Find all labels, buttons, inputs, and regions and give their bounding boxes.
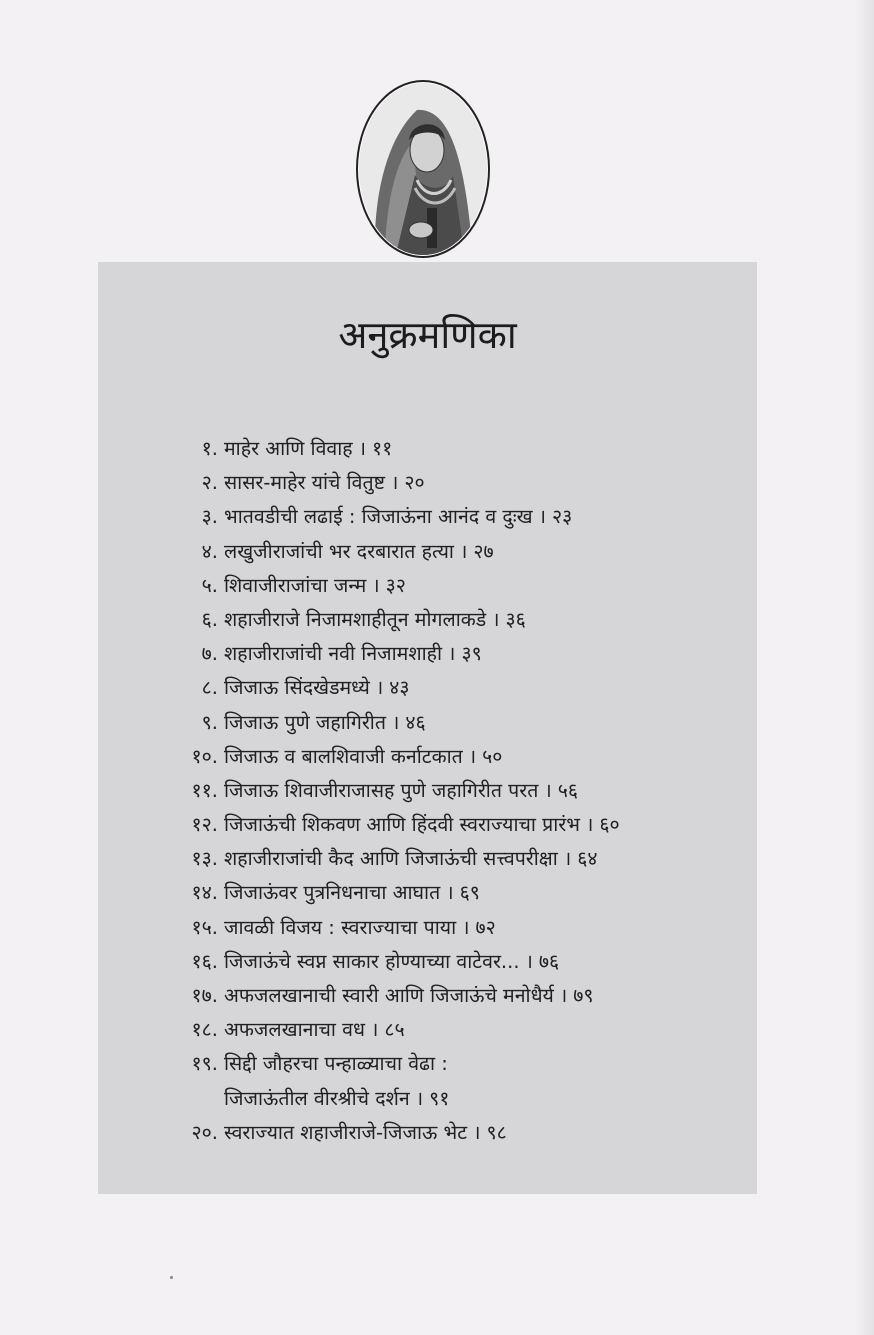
entry-title: अफजलखानाची स्वारी आणि जिजाऊंचे मनोधैर्य <box>224 984 554 1007</box>
entry-title: स्वराज्यात शहाजीराजे-जिजाऊ भेट <box>224 1120 468 1144</box>
entry-title: जिजाऊ व बालशिवाजी कर्नाटकात <box>224 744 463 768</box>
entry-number: १८. <box>191 1018 218 1042</box>
entry-title: शहाजीराजांची कैद आणि जिजाऊंची सत्त्वपरीक्षा <box>224 847 558 871</box>
page-speck <box>170 1276 173 1279</box>
entry-page: २७ <box>473 539 494 563</box>
entry-title: सासर-माहेर यांचे वितुष्ट <box>224 471 386 495</box>
entry-title: शहाजीराजांची नवी निजामशाही <box>224 642 443 666</box>
toc-entry <box>168 808 748 842</box>
toc-entry <box>168 842 748 876</box>
entry-number: ५. <box>201 573 218 597</box>
portrait-medallion <box>355 80 491 258</box>
toc-entry <box>168 637 748 671</box>
entry-number: ८. <box>201 676 218 700</box>
entry-separator: । <box>462 915 470 939</box>
portrait-icon <box>355 80 491 258</box>
entry-page: ५६ <box>557 778 579 802</box>
entry-title: जिजाऊंवर पुत्रनिधनाचा आघात <box>224 881 441 905</box>
entry-number: २०. <box>191 1120 218 1144</box>
entry-page: ८५ <box>384 1018 405 1042</box>
entry-number: १०. <box>191 744 218 768</box>
toc-entry <box>168 706 748 740</box>
toc-entry <box>168 1116 748 1150</box>
entry-separator: । <box>473 1120 481 1144</box>
entry-separator: । <box>544 778 552 802</box>
toc-entry <box>168 1013 748 1047</box>
toc-entry <box>168 740 748 774</box>
entry-separator: । <box>415 1086 424 1110</box>
entry-number: ३. <box>201 505 218 529</box>
entry-page: ४६ <box>405 710 426 734</box>
entry-title: अफजलखानाचा वध <box>224 1018 365 1042</box>
entry-title: सिद्दी जौहरचा पन्हाळ्याचा वेढा : <box>224 1052 448 1076</box>
entry-page: ३६ <box>505 607 526 631</box>
entry-number: १७. <box>191 984 218 1007</box>
entry-separator: । <box>358 437 367 460</box>
entry-number: १६. <box>191 949 218 973</box>
entry-page: ३९ <box>461 642 482 666</box>
entry-separator: । <box>585 813 594 837</box>
entry-number: १३. <box>191 847 218 871</box>
entry-number: २. <box>201 471 218 495</box>
entry-page: ६९ <box>459 881 480 905</box>
entry-separator: । <box>492 607 500 631</box>
toc-list <box>168 432 748 1150</box>
toc-entry <box>168 876 748 910</box>
toc-entry <box>168 1047 748 1115</box>
entry-separator: । <box>459 539 468 563</box>
entry-title: जिजाऊ पुणे जहागिरीत <box>224 710 386 734</box>
toc-entry <box>168 774 748 808</box>
entry-number: १२. <box>191 813 218 837</box>
page-edge <box>856 0 874 1335</box>
entry-separator: । <box>375 676 384 700</box>
entry-separator: । <box>372 573 380 597</box>
entry-page: ७६ <box>538 949 560 973</box>
toc-entry <box>168 466 748 500</box>
entry-page: ४३ <box>389 676 410 700</box>
entry-title: शिवाजीराजांचा जन्म <box>224 573 367 597</box>
entry-title: लखुजीराजांची भर दरबारात हत्या <box>224 539 454 563</box>
entry-separator: । <box>559 984 568 1007</box>
entry-separator: । <box>448 642 456 666</box>
entry-separator: । <box>468 744 477 768</box>
toc-panel <box>98 262 757 1194</box>
toc-entry <box>168 911 748 945</box>
entry-page: ५० <box>482 744 503 768</box>
entry-number: ४. <box>201 539 218 563</box>
entry-separator: । <box>563 847 572 871</box>
entry-page: ७९ <box>573 984 594 1007</box>
entry-page: ३२ <box>385 573 406 597</box>
entry-title: जावळी विजय : स्वराज्याचा पाया <box>224 915 457 939</box>
entry-page: ६० <box>599 813 620 837</box>
entry-number: ९. <box>201 710 218 734</box>
entry-title: माहेर आणि विवाह <box>224 437 353 460</box>
entry-number: ७. <box>201 642 218 666</box>
entry-number: १५. <box>191 915 218 939</box>
entry-number: १९. <box>191 1052 218 1076</box>
entry-title: भातवडीची लढाई : जिजाऊंना आनंद व दुःख <box>224 505 533 529</box>
entry-separator: । <box>370 1018 379 1042</box>
entry-page: ९८ <box>486 1120 507 1144</box>
entry-title: जिजाऊ शिवाजीराजासह पुणे जहागिरीत परत <box>224 778 539 802</box>
entry-number: १४. <box>191 881 218 905</box>
toc-entry <box>168 979 748 1013</box>
toc-entry <box>168 535 748 569</box>
entry-title: जिजाऊंची शिकवण आणि हिंदवी स्वराज्याचा प्रारंभ <box>224 813 580 837</box>
entry-page: २० <box>404 471 425 495</box>
entry-page: ६४ <box>577 847 598 871</box>
entry-title: जिजाऊ सिंदखेडमध्ये <box>224 676 370 700</box>
toc-entry <box>168 432 748 466</box>
entry-title-continued: जिजाऊंतील वीरश्रीचे दर्शन <box>224 1086 410 1110</box>
toc-title: अनुक्रमणिका <box>338 313 517 357</box>
toc-entry <box>168 603 748 637</box>
entry-page: ११ <box>372 437 393 460</box>
entry-title: जिजाऊंचे स्वप्न साकार होण्याच्या वाटेवर... <box>224 949 520 973</box>
toc-entry <box>168 945 748 979</box>
entry-page: ७२ <box>475 915 496 939</box>
entry-separator: । <box>391 471 399 495</box>
toc-entry <box>168 569 748 603</box>
entry-title: शहाजीराजे निजामशाहीतून मोगलाकडे <box>224 607 487 631</box>
entry-separator: । <box>538 505 547 529</box>
entry-number: ११. <box>191 778 218 802</box>
entry-page: ९१ <box>429 1086 450 1110</box>
entry-separator: । <box>525 949 533 973</box>
entry-separator: । <box>446 881 454 905</box>
entry-page: २३ <box>552 505 573 529</box>
entry-number: ६. <box>201 607 218 631</box>
toc-entry <box>168 671 748 705</box>
entry-separator: । <box>391 710 400 734</box>
toc-entry <box>168 500 748 534</box>
entry-number: १. <box>201 437 218 460</box>
